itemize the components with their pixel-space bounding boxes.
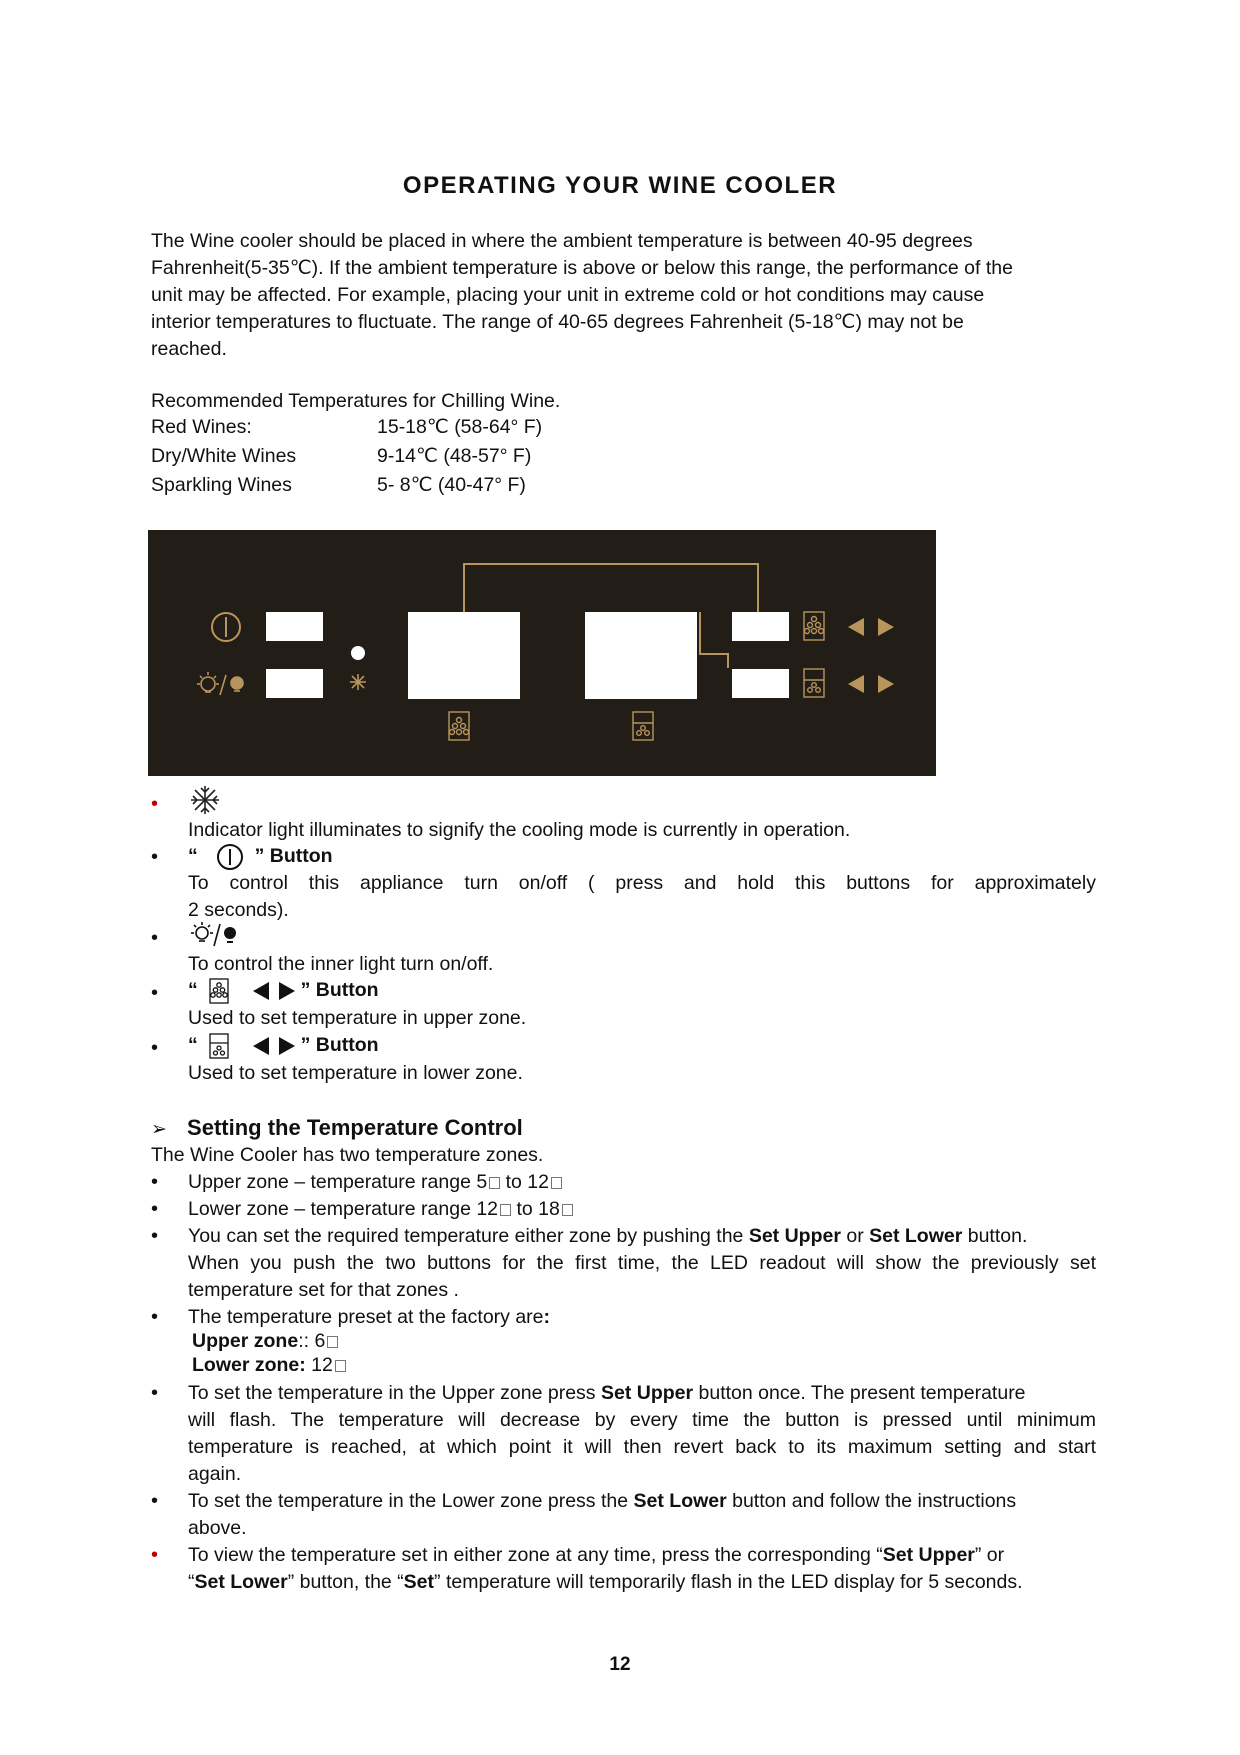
upper-set-line-3: temperature is reached, at which point it will then revert back to its maximum setting and start — [188, 1436, 1096, 1458]
lower-set-line-2: above. — [188, 1517, 247, 1539]
arrow-bullet-icon: ➢ — [151, 1118, 167, 1140]
intro-line-4: interior temperatures to fluctuate. The range of 40-65 degrees Fahrenheit (5-18℃) may not be — [151, 311, 964, 333]
cooling-description: Indicator light illuminates to signify the cooling mode is currently in operation. — [188, 819, 851, 841]
bullet: • — [151, 846, 159, 868]
lower-zone-button-label: ” Button — [300, 1034, 379, 1056]
lower-left-arrow-button[interactable] — [848, 675, 864, 693]
upper-zone-icon — [804, 612, 824, 640]
view-line-2 — [188, 1569, 1096, 1596]
lower-zone-value: 12 — [305, 1354, 333, 1376]
upper-set-line-4: again. — [188, 1463, 242, 1485]
lower-right-arrow-button[interactable] — [878, 675, 894, 693]
light-icon — [197, 672, 243, 695]
set-lower-label: Set Lower — [869, 1225, 963, 1247]
wine-temp: 5- 8℃ (40-47° F) — [377, 474, 526, 496]
lower-zone-icon — [804, 669, 824, 697]
intro-line-3: unit may be affected. For example, placing your unit in extreme cold or hot conditions may cause — [151, 284, 985, 306]
missing-glyph — [562, 1204, 573, 1216]
setting-heading — [151, 1115, 523, 1141]
upper-left-arrow-button[interactable] — [848, 618, 864, 636]
bullet: • — [151, 1171, 159, 1193]
intro-line-2: Fahrenheit(5-35℃). If the ambient temperature is above or below this range, the performance of the — [151, 257, 1013, 279]
temp-row-red — [151, 413, 543, 442]
preset-line — [188, 1304, 1096, 1331]
light-heading — [188, 920, 1096, 948]
wine-temp: 9-14℃ (48-57° F) — [377, 445, 532, 467]
temp-row-sparkling — [151, 471, 526, 500]
upper-zone-description: Used to set temperature in upper zone. — [188, 1007, 527, 1029]
light-description: To control the inner light turn on/off. — [188, 953, 494, 975]
set-line-2: When you push the two buttons for the first time, the LED readout will show the previously set — [188, 1252, 1096, 1274]
intro-line-1: The Wine cooler should be placed in where the ambient temperature is between 40-95 degrees — [151, 230, 973, 252]
open-quote: “ — [188, 1034, 198, 1056]
text: To set the temperature in the Lower zone press the — [188, 1490, 634, 1512]
bullet: • — [151, 927, 159, 949]
missing-glyph — [551, 1177, 562, 1189]
bullet: • — [151, 1225, 159, 1247]
power-icon — [212, 613, 240, 641]
upper-set-line-2: will flash. The temperature will decrease by every time the button is pressed until minimum — [188, 1409, 1096, 1431]
text: ” temperature will temporarily flash in the LED display for 5 seconds. — [434, 1571, 1023, 1593]
bullet: • — [151, 1490, 159, 1512]
upper-zone-heading — [188, 977, 1096, 1004]
light-icon — [188, 920, 244, 948]
missing-glyph — [489, 1177, 500, 1189]
control-panel-drawing — [148, 530, 936, 776]
upper-set-line-1 — [188, 1380, 1096, 1407]
display-small-bottom-left — [266, 669, 323, 698]
set-upper-label: Set Upper — [600, 1382, 694, 1404]
lower-zone-bottles-icon — [633, 712, 653, 740]
view-line-1 — [188, 1542, 1096, 1569]
setting-heading-text: Setting the Temperature Control — [187, 1115, 523, 1140]
lower-zone-description: Used to set temperature in lower zone. — [188, 1062, 523, 1084]
snowflake-icon — [350, 674, 366, 690]
upper-range — [188, 1169, 1096, 1196]
set-line-3: temperature set for that zones . — [188, 1279, 459, 1301]
text: To view the temperature set in either zone at any time, press the corresponding “ — [188, 1544, 883, 1566]
lower-zone-heading — [188, 1032, 1096, 1059]
power-description-2: 2 seconds). — [188, 899, 289, 921]
text: button once. The present temperature — [693, 1382, 1026, 1404]
preset-lower — [192, 1352, 1100, 1379]
lower-range — [188, 1196, 1096, 1223]
bullet: • — [151, 1306, 159, 1328]
page-number: 12 — [609, 1654, 631, 1675]
upper-zone-bottles-icon — [449, 712, 469, 740]
missing-glyph — [335, 1360, 346, 1372]
upper-zone-button-label: ” Button — [300, 979, 379, 1001]
temp-row-white — [151, 442, 532, 471]
lower-set-line-1 — [188, 1488, 1096, 1515]
cooling-heading — [188, 784, 1096, 816]
text: To set the temperature in the Upper zone press — [188, 1382, 601, 1404]
lower-zone-arrows-icon — [207, 1033, 295, 1059]
display-set-lower — [732, 669, 789, 698]
text: The temperature preset at the factory are — [188, 1306, 544, 1328]
missing-glyph — [500, 1204, 511, 1216]
setting-intro: The Wine Cooler has two temperature zones. — [151, 1144, 544, 1166]
text: button and follow the instructions — [726, 1490, 1017, 1512]
text: or — [840, 1225, 870, 1247]
set-upper-label: Set Upper — [748, 1225, 841, 1247]
set-label: Set — [403, 1571, 435, 1593]
set-upper-label: Set Upper — [882, 1544, 975, 1566]
wine-type: Red Wines: — [151, 416, 252, 438]
bullet: • — [151, 1037, 159, 1059]
upper-zone-label: Upper zone — [192, 1330, 299, 1352]
open-quote: “ — [188, 979, 198, 1001]
upper-right-arrow-button[interactable] — [878, 618, 894, 636]
text: :: — [298, 1330, 315, 1352]
upper-zone-value: 6 — [314, 1330, 326, 1352]
upper-zone-arrows-icon — [207, 978, 295, 1004]
cooling-indicator-light — [351, 646, 365, 660]
set-lower-label: Set Lower — [194, 1571, 288, 1593]
snowflake-icon — [188, 784, 222, 816]
power-button-label: ” Button — [254, 845, 333, 868]
set-line-1 — [188, 1223, 1096, 1250]
text: You can set the required temperature either zone by pushing the — [188, 1225, 749, 1247]
wine-temp: 15-18℃ (58-64° F) — [377, 416, 543, 438]
lower-zone-label: Lower zone: — [192, 1354, 306, 1376]
lower-range-to: to 18 — [511, 1198, 560, 1220]
upper-range-to: to 12 — [500, 1171, 549, 1193]
power-description-1: To control this appliance turn on/off ( press and hold this buttons for approximately — [188, 872, 1096, 894]
text: ” button, the “ — [287, 1571, 404, 1593]
bullet: • — [151, 982, 159, 1004]
upper-range-text: Upper zone – temperature range 5 — [188, 1171, 488, 1193]
missing-glyph — [327, 1336, 338, 1348]
bullet: • — [151, 1198, 159, 1220]
set-lower-label: Set Lower — [633, 1490, 727, 1512]
display-set-upper — [732, 612, 789, 641]
wine-type: Sparkling Wines — [151, 474, 292, 496]
text: button. — [962, 1225, 1028, 1247]
bullet: • — [151, 1382, 159, 1404]
text: : — [543, 1306, 551, 1328]
preset-upper — [192, 1328, 1100, 1355]
display-lower-zone — [585, 612, 697, 699]
power-icon — [215, 843, 245, 871]
display-small-top-left — [266, 612, 323, 641]
display-upper-zone — [408, 612, 520, 699]
page-title: OPERATING YOUR WINE COOLER — [402, 172, 838, 199]
wine-type: Dry/White Wines — [151, 445, 297, 467]
text: “ — [188, 1571, 195, 1593]
bullet: • — [151, 793, 159, 815]
intro-line-5: reached. — [151, 338, 227, 360]
text: ” or — [974, 1544, 1005, 1566]
open-quote: “ — [188, 845, 198, 868]
recommended-heading: Recommended Temperatures for Chilling Wine. — [151, 390, 561, 412]
bullet: • — [151, 1544, 159, 1566]
lower-range-text: Lower zone – temperature range 12 — [188, 1198, 499, 1220]
control-panel-image — [148, 530, 936, 776]
power-heading — [188, 843, 1096, 871]
